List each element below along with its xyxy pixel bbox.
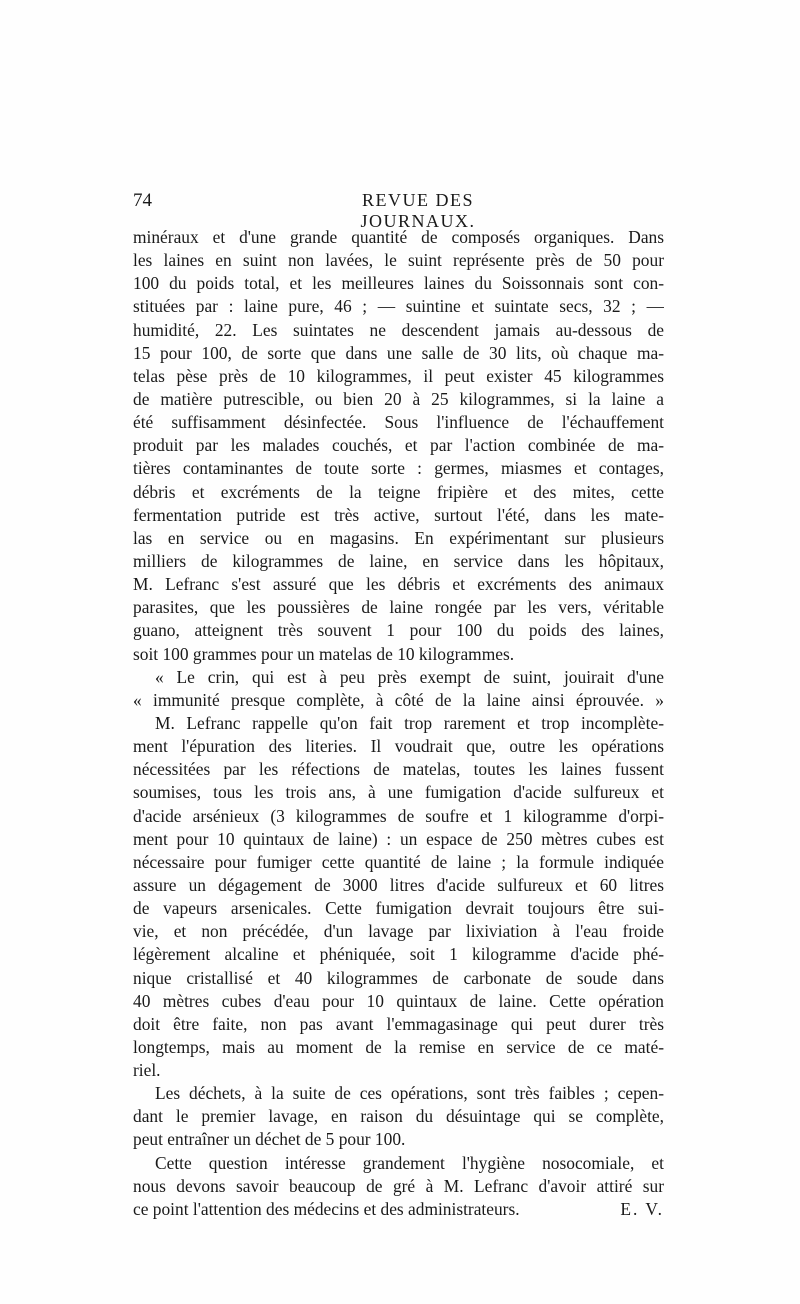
text-line: peut entraîner un déchet de 5 pour 100.	[133, 1129, 406, 1150]
text-line: soit 100 grammes pour un matelas de 10 kilogrammes.	[133, 643, 515, 664]
article-body	[133, 226, 664, 1221]
text-line: riel.	[133, 1060, 161, 1081]
text-line: « immunité presque complète, à côté de la laine ainsi éprouvée. »	[133, 689, 664, 710]
text-line: tières contaminantes de toute sorte : germes, miasmes et contages,	[133, 458, 664, 479]
author-signature: E. V.	[620, 1198, 664, 1219]
text-line: telas pèse près de 10 kilogrammes, il peut exister 45 kilogrammes	[133, 365, 664, 386]
text-line: ce point l'attention des médecins et des administrateurs.	[133, 1198, 520, 1219]
text-line: las en service ou en magasins. En expérimentant sur plusieurs	[133, 527, 664, 548]
text-line: légèrement alcaline et phéniquée, soit 1 kilogramme d'acide phé-	[133, 944, 664, 965]
text-line: fermentation putride est très active, surtout l'été, dans les mate-	[133, 504, 664, 525]
text-line: milliers de kilogrammes de laine, en service dans les hôpitaux,	[133, 550, 664, 571]
text-line: débris et excréments de la teigne fripière et des mites, cette	[133, 481, 664, 502]
text-line: produit par les malades couchés, et par l'action combinée de ma-	[133, 435, 664, 456]
text-line: les laines en suint non lavées, le suint représente près de 50 pour	[133, 250, 664, 271]
text-line: vie, et non précédée, d'un lavage par lixiviation à l'eau froide	[133, 921, 664, 942]
text-line: doit être faite, non pas avant l'emmagasinage qui peut durer très	[133, 1013, 664, 1034]
text-line: soumises, tous les trois ans, à une fumigation d'acide sulfureux et	[133, 782, 664, 803]
text-line: humidité, 22. Les suintates ne descendent jamais au-dessous de	[133, 319, 664, 340]
running-head: REVUE DES JOURNAUX.	[360, 190, 476, 231]
page-header	[133, 190, 664, 231]
text-line: guano, atteignent très souvent 1 pour 100 du poids des laines,	[133, 620, 664, 641]
page-number: 74	[133, 190, 152, 211]
text-line: ment l'épuration des literies. Il voudrait que, outre les opérations	[133, 736, 664, 757]
text-line: stituées par : laine pure, 46 ; — suintine et suintate secs, 32 ; —	[133, 296, 664, 317]
text-line: dant le premier lavage, en raison du désuintage qui se complète,	[133, 1106, 664, 1127]
closing-line	[133, 1198, 664, 1221]
text-line: minéraux et d'une grande quantité de composés organiques. Dans	[133, 227, 664, 247]
text-line: nous devons savoir beaucoup de gré à M. Lefranc d'avoir attiré sur	[133, 1175, 664, 1196]
text-line: ment pour 10 quintaux de laine) : un espace de 250 mètres cubes est	[133, 828, 664, 849]
text-line: longtemps, mais au moment de la remise en service de ce maté-	[133, 1036, 664, 1057]
text-line: nécessaire pour fumiger cette quantité de laine ; la formule indiquée	[133, 851, 664, 872]
text-line: nécessitées par les réfections de matelas, toutes les laines fussent	[133, 759, 664, 780]
text-line: « Le crin, qui est à peu près exempt de suint, jouirait d'une	[155, 666, 664, 687]
text-line: de matière putrescible, ou bien 20 à 25 kilogrammes, si la laine a	[133, 388, 664, 409]
text-line: d'acide arsénieux (3 kilogrammes de soufre et 1 kilogramme d'orpi-	[133, 805, 664, 826]
text-line: M. Lefranc rappelle qu'on fait trop rarement et trop incomplète-	[155, 712, 664, 733]
text-line: été suffisamment désinfectée. Sous l'influence de l'échauffement	[133, 412, 664, 433]
text-line: 40 mètres cubes d'eau pour 10 quintaux de laine. Cette opération	[133, 990, 664, 1011]
text-line: Cette question intéresse grandement l'hygiène nosocomiale, et	[155, 1152, 664, 1173]
text-line: parasites, que les poussières de laine rongée par les vers, véritable	[133, 597, 664, 618]
text-line: Les déchets, à la suite de ces opérations, sont très faibles ; cepen-	[155, 1083, 664, 1104]
text-line: assure un dégagement de 3000 litres d'acide sulfureux et 60 litres	[133, 874, 664, 895]
text-line: 15 pour 100, de sorte que dans une salle de 30 lits, où chaque ma-	[133, 342, 664, 363]
text-line: M. Lefranc s'est assuré que les débris et excréments des animaux	[133, 574, 664, 595]
text-line: 100 du poids total, et les meilleures laines du Soissonnais sont con-	[133, 273, 664, 294]
text-line: de vapeurs arsenicales. Cette fumigation devrait toujours être sui-	[133, 898, 664, 919]
text-line: nique cristallisé et 40 kilogrammes de carbonate de soude dans	[133, 967, 664, 988]
